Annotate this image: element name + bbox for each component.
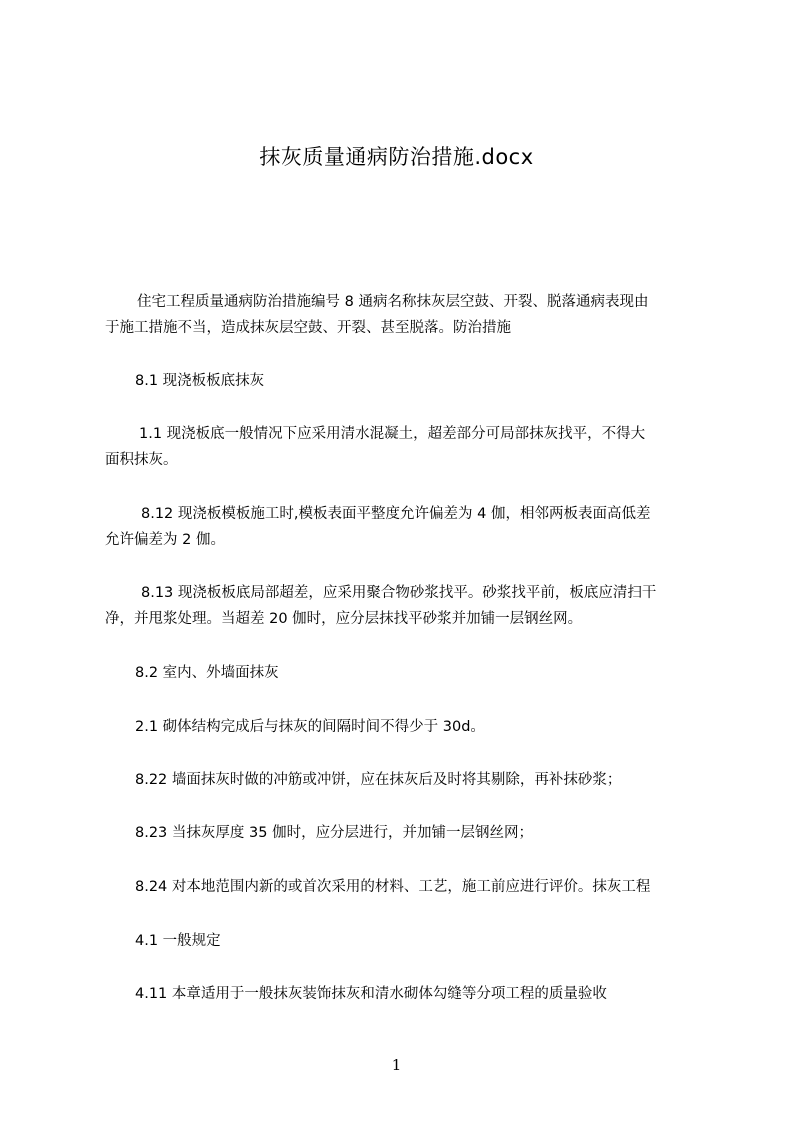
paragraph-intro [105,289,715,341]
paragraph-line: 8.1 现浇板板底抹灰 [135,373,265,389]
paragraph-line: 住宅工程质量通病防治措施编号 8 通病名称抹灰层空鼓、开裂、脱落通病表现由 [137,294,649,310]
paragraph-1-1 [105,421,715,473]
paragraph-line: 允许偏差为 2 伽。 [105,532,225,548]
paragraph-2-1 [135,714,745,740]
paragraph-line: 于施工措施不当，造成抹灰层空鼓、开裂、甚至脱落。防治措施 [105,320,511,336]
paragraph-line: 面积抹灰。 [105,452,178,468]
paragraph-8-23 [135,820,745,846]
section-heading-8-2 [135,660,745,686]
paragraph-line: 8.2 室内、外墙面抹灰 [135,665,279,681]
paragraph-8-13 [105,580,715,632]
paragraph-line: 8.23 当抹灰厚度 35 伽时，应分层进行，并加铺一层钢丝网； [135,825,534,841]
paragraph-line: 1.1 现浇板底一般情况下应采用清水混凝土，超差部分可局部抹灰找平，不得大 [139,426,646,442]
paragraph-line: 净，并甩浆处理。当超差 20 伽时，应分层抹找平砂浆并加铺一层钢丝网。 [105,611,583,627]
paragraph-8-12 [105,501,715,553]
paragraph-line: 4.1 一般规定 [135,933,221,949]
paragraph-line: 4.11 本章适用于一般抹灰装饰抹灰和清水砌体勾缝等分项工程的质量验收 [135,986,607,1002]
paragraph-4-11 [135,981,745,1007]
paragraph-8-22 [135,767,745,793]
page-number: 1 [391,1056,402,1074]
section-heading-8-1 [135,368,745,394]
paragraph-line: 8.22 墙面抹灰时做的冲筋或冲饼，应在抹灰后及时将其剔除，再补抹砂浆； [135,772,622,788]
paragraph-line: 8.13 现浇板板底局部超差，应采用聚合物砂浆找平。砂浆找平前，板底应清扫干 [141,585,657,601]
paragraph-line: 8.12 现浇板模板施工时,模板表面平整度允许偏差为 4 伽，相邻两板表面高低差 [141,506,651,522]
paragraph-line: 2.1 砌体结构完成后与抹灰的间隔时间不得少于 30d。 [135,719,485,735]
paragraph-8-24 [135,874,745,900]
document-title: 抹灰质量通病防治措施.docx [259,145,534,169]
section-heading-4-1 [135,928,745,954]
paragraph-line: 8.24 对本地范围内新的或首次采用的材料、工艺，施工前应进行评价。抹灰工程 [135,879,651,895]
